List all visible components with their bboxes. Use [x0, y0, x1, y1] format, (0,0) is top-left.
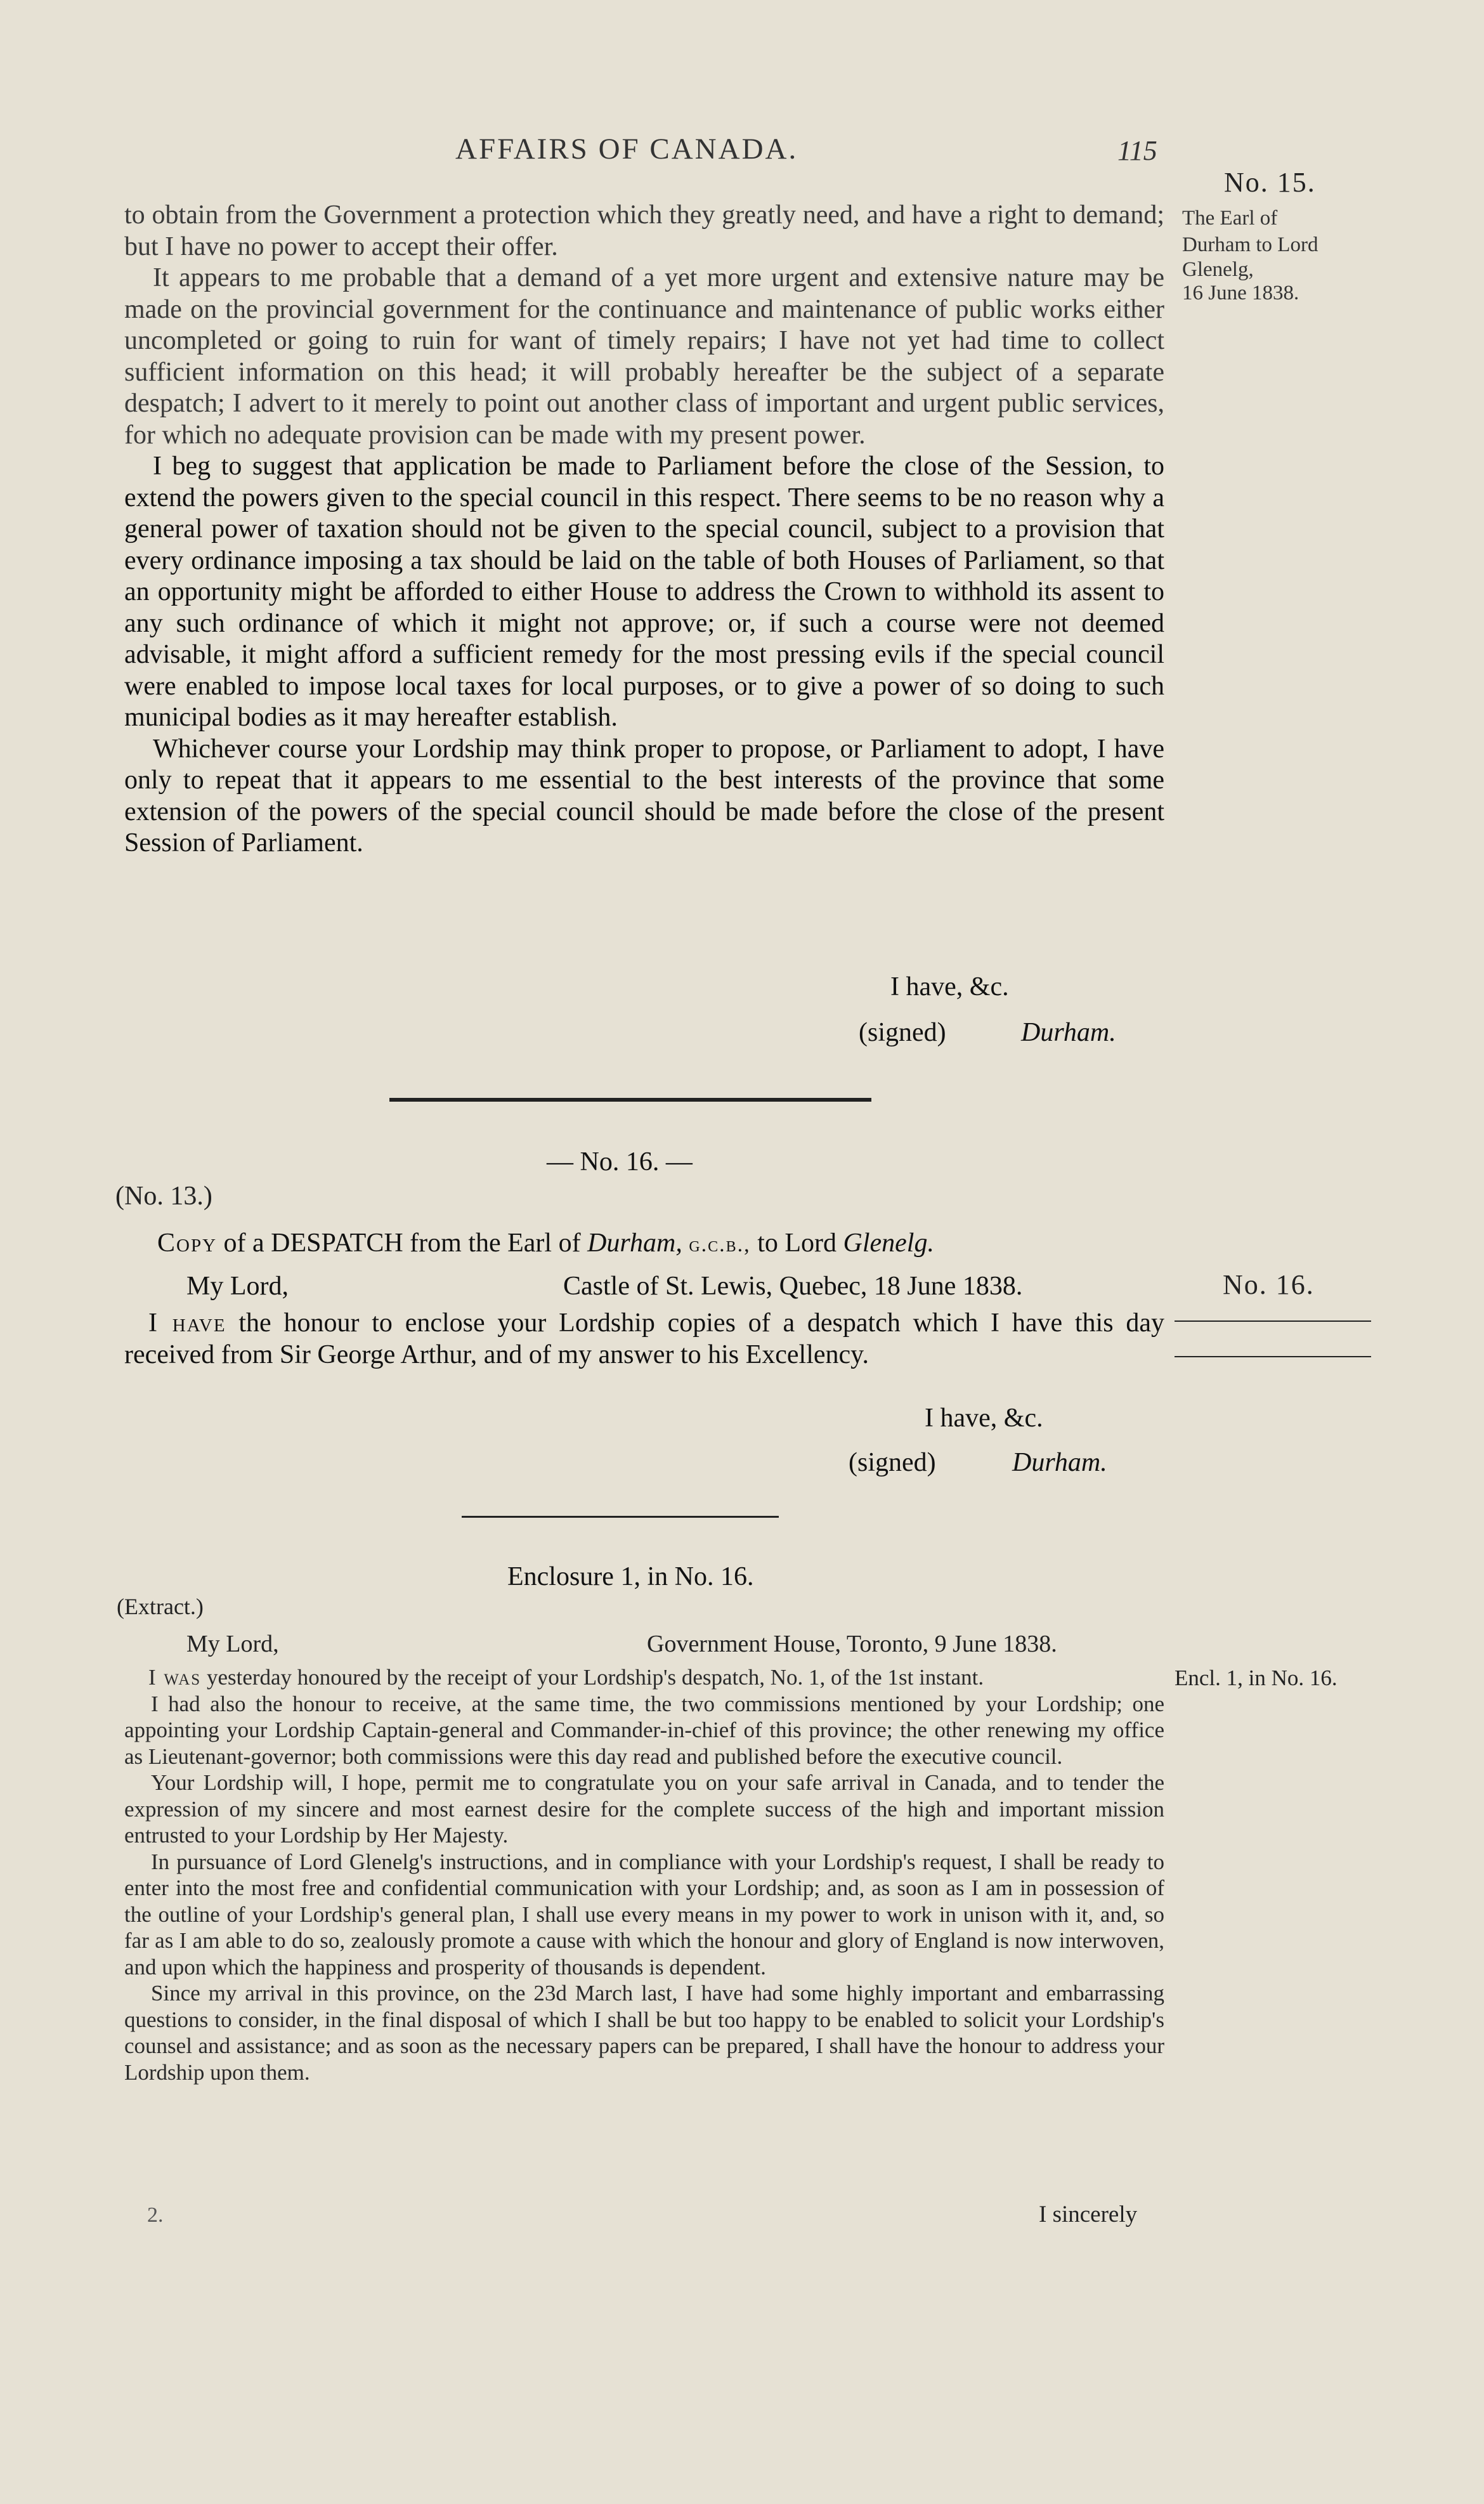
- signature-mark: 2.: [147, 2203, 164, 2227]
- despatch16-body-opening: I have: [148, 1308, 226, 1338]
- enclosure-body: [124, 1664, 1164, 2085]
- enclosure-p1-opening: I was: [148, 1665, 202, 1690]
- despatch16-closing: I have, &c.: [925, 1404, 1043, 1433]
- despatch15-body: [124, 200, 1164, 859]
- despatch16-place-date: Castle of St. Lewis, Quebec, 18 June 1838.: [563, 1272, 1023, 1301]
- despatch16-salutation: My Lord,: [186, 1272, 289, 1301]
- catchword: I sincerely: [1039, 2201, 1138, 2227]
- despatch15-signature: Durham.: [1021, 1018, 1116, 1047]
- page-number: 115: [1117, 135, 1157, 166]
- enclosure-heading: Enclosure 1, in No. 16.: [507, 1562, 754, 1591]
- margin-note-no15-label: No. 15.: [1224, 167, 1316, 198]
- enclosure-paragraph-5: Since my arrival in this province, on the 23d March last, I have had some highly important and embarrassing questions to consider, in the final disposal of which I shall be but too happy to be enabled to solicit your Lordship's counsel and assistance; and as soon as the necessary papers can be prepared, I shall have the honour to address your Lordship upon them.: [124, 1981, 1164, 2085]
- despatch16-title-main: of a DESPATCH from the Earl of: [223, 1229, 581, 1258]
- margin-note-no15-line2: Durham to Lord: [1182, 233, 1318, 256]
- margin-rule-2: [1175, 1356, 1371, 1357]
- margin-rule-1: [1175, 1320, 1371, 1322]
- despatch16-signed: (signed): [849, 1448, 936, 1477]
- enclosure-extract-label: (Extract.): [117, 1594, 204, 1619]
- despatch15-paragraph-4: Whichever course your Lordship may think proper to propose, or Parliament to adopt, I have only to repeat that it appears to me essential to the best interests of the province that some extension of the powers of the special council should be made before the close of the present Session of Parliament.: [124, 734, 1164, 857]
- enclosure-p1-text: yesterday honoured by the receipt of your Lordship's despatch, No. 1, of the 1st instant.: [206, 1665, 984, 1690]
- running-header-title: AFFAIRS OF CANADA.: [455, 133, 798, 166]
- margin-note-no15-line3: Glenelg,: [1182, 258, 1254, 281]
- section-separator-thick: [389, 1098, 871, 1102]
- enclosure-paragraph-4: In pursuance of Lord Glenelg's instructions, and in compliance with your Lordship's request, I shall be ready to enter into the most free and confidential communication with your Lordship; and, as soon as I am in possession of the outline of your Lordship's general plan, I shall use every means in my power to work in unison with it, and, so far as I am able to do so, zealously promote a cause with which the honour and glory of England is now interwoven, and upon which the happiness and prosperity of thousands is dependent.: [124, 1849, 1164, 1979]
- despatch15-paragraph-3: I beg to suggest that application be made to Parliament before the close of the Session, to extend the powers given to the special council in this respect. There seems to be no reason why a general power of taxation should not be given to the special council, subject to a provision that every ordinance imposing a tax should be laid on the table of both Houses of Parliament, so that an opportunity might be afforded to either House to address the Crown to withhold its assent to any such ordinance of which it might not approve; or, if such a course were not deemed advisable, it might afford a sufficient remedy for the most pressing evils if the special council were enabled to impose local taxes for local purposes, or to give a power of so doing to such municipal bodies as it may hereafter establish.: [124, 452, 1164, 732]
- despatch16-title-name1: Durham,: [587, 1229, 682, 1258]
- margin-note-no16-label: No. 16.: [1223, 1269, 1315, 1300]
- enclosure-salutation: My Lord,: [186, 1631, 279, 1657]
- despatch16-signature: Durham.: [1012, 1448, 1107, 1477]
- despatch16-body-text: the honour to enclose your Lordship copies of a despatch which I have this day received from Sir George Arthur, and of my answer to his Excellency.: [124, 1308, 1164, 1369]
- despatch15-paragraph-1: to obtain from the Government a protection which they greatly need, and have a right to demand; but I have no power to accept their offer.: [124, 200, 1164, 261]
- margin-note-enclosure-label: Encl. 1, in No. 16.: [1175, 1666, 1338, 1690]
- enclosure-paragraph-3: Your Lordship will, I hope, permit me to congratulate you on your safe arrival in Canada, and to tender the expression of my sincere and most earnest desire for the complete success of the high and important mission entrusted to your Lordship by Her Majesty.: [124, 1770, 1164, 1848]
- despatch16-paragraph: [124, 1308, 1164, 1371]
- section-separator-thin: [462, 1516, 779, 1518]
- despatch16-heading: — No. 16. —: [547, 1147, 693, 1177]
- enclosure-paragraph-1: [124, 1664, 1164, 1691]
- despatch16-title-prefix: Copy: [157, 1229, 218, 1258]
- despatch16-body: [124, 1308, 1164, 1371]
- margin-note-no15-line1: The Earl of: [1182, 207, 1278, 230]
- despatch16-title-honours: g.c.b.,: [689, 1233, 751, 1256]
- despatch15-paragraph-2: It appears to me probable that a demand of a yet more urgent and extensive nature may be made on the provincial government for the continuance and maintenance of public works either uncompleted or going to ruin for want of timely repairs; I have not yet had time to collect sufficient information on this head; it will probably hereafter be the subject of a separate despatch; I advert to it merely to point out another class of important and urgent public services, for which no adequate provision can be made with my present power.: [124, 263, 1164, 450]
- margin-note-no15-line4: 16 June 1838.: [1182, 282, 1299, 304]
- enclosure-paragraph-2: I had also the honour to receive, at the same time, the two commissions mentioned by your Lordship; one appointing your Lordship Captain-general and Commander-in-chief of this province; the other renewing my office as Lieutenant-governor; both commissions were this day read and published before the executive council.: [124, 1691, 1164, 1769]
- despatch16-title: [157, 1228, 934, 1261]
- despatch16-title-to: to Lord: [757, 1229, 836, 1258]
- despatch16-number: (No. 13.): [115, 1182, 212, 1211]
- despatch15-closing: I have, &c.: [890, 972, 1009, 1001]
- enclosure-place-date: Government House, Toronto, 9 June 1838.: [647, 1631, 1057, 1657]
- despatch15-signed: (signed): [859, 1018, 946, 1047]
- despatch16-title-name2: Glenelg.: [843, 1229, 934, 1258]
